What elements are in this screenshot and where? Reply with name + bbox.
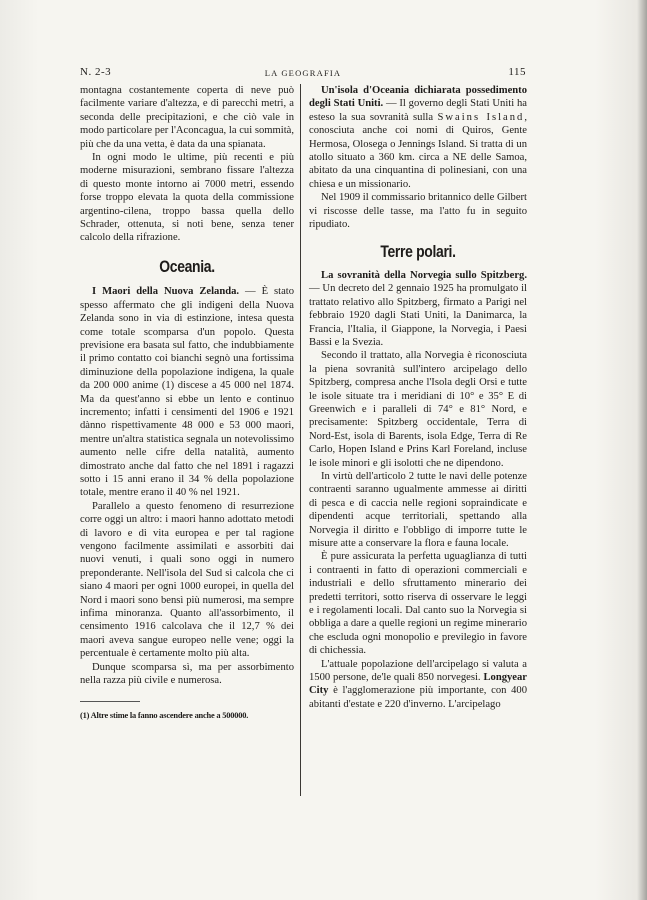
article-body-swains-b: , conosciuta anche coi nomi di Quiros, Gente Hermosa, Olosega o Jennings Island. Si tratta di un atollo situato a 360 km. circa a NE delle Samoa, abitato da una cinquantina di polinesiani, con una chiesa e un missionario. — [309, 111, 527, 190]
population-text-b: è l'agglomerazione più importante, con 400 abitanti d'estate e 220 d'inverno. L'arcipelago — [309, 685, 527, 710]
running-header — [80, 66, 526, 82]
left-column — [80, 84, 294, 721]
article-maori — [80, 285, 294, 500]
article-swains-island — [309, 84, 527, 191]
longyear-city: Longyear City — [309, 672, 528, 697]
paragraph-maori-3: Dunque scomparsa sì, ma per assorbimento nella razza più civile e numerosa. — [80, 661, 294, 687]
population-text-a: L'attuale popolazione dell'arcipelago si valuta a 1500 persone, de'le quali 850 norvegesi. — [309, 658, 527, 684]
article-heading-swains: Un'isola d'Oceania dichiarata possedimento degli Stati Uniti. — [309, 85, 527, 110]
column-divider — [300, 84, 301, 796]
article-heading-spitzberg: La sovranità della Norvegia sullo Spitzberg. — [321, 269, 527, 281]
paragraph-population — [309, 658, 527, 712]
right-column — [309, 84, 527, 711]
paragraph-treaty: Secondo il trattato, alla Norvegia è riconosciuta la piena sovranità sull'intero arcipelago dello Spitzberg, compresa anche l'Isola degli Orsi e tutte le isole situate tra i meridiani di 10° e 35° E di Greenwich e i paralleli di 74° e 81° Nord, e precisamente: Spitzberg occidentale, Terra di Nord-Est, isola di Barents, isola Edge, Terra di Re Carlo, Hopen Island e Prins Karl Foreland, incluse le isole minori e gli isolotti che ne dipendono. — [309, 350, 527, 469]
section-title-terre-polari: Terre polari. — [380, 242, 456, 262]
paragraph-aconcagua-1: montagna costantemente coperta di neve può facilmente variare d'altezza, e di parecchi metri, a seconda delle precipitazioni, e che ciò vale in modo particolare per l'Aconcagua, la cui sommità, più che da una vetta, è data da una spianata. — [80, 85, 294, 150]
article-heading-maori: I Maori della Nuova Zelanda. — [92, 286, 240, 298]
journal-title: LA GEOGRAFIA — [264, 68, 342, 78]
section-title-oceania: Oceania. — [159, 256, 215, 276]
page-number: 115 — [508, 66, 526, 78]
article-body-swains-a: — Il governo degli Stati Uniti ha esteso la sua sovranità sulla — [309, 98, 527, 123]
article-spitzberg — [309, 269, 527, 349]
issue-number: N. 2-3 — [80, 66, 112, 78]
paragraph-gilbert: Nel 1909 il commissario britannico delle Gilbert vi riscosse delle tasse, ma l'atto fu in seguito ripudiato. — [309, 192, 527, 231]
footnote-rule — [80, 701, 140, 702]
footnote: (1) Altre stime la fanno ascendere anche a 500000. — [80, 711, 249, 721]
paragraph-aconcagua-2: In ogni modo le ultime, più recenti e più moderne misurazioni, sembrano fissare l'altezza di questo monte intorno ai 7000 metri, essendo forse troppo elevata la quota della commissione argentino-cilena, troppo bassa quella dello Schrader, ottenuta, si noti bene, senza tener calcolo della rifrazione. — [80, 152, 294, 244]
article-body-maori: — È stato spesso affermato che gli indigeni della Nuova Zelanda sono in via di estinzione, intesa questa come totale scomparsa d'un popolo. Questa previsione era basata sul fatto, che indubbiamente il primo contatto coi bianchi segnò una fortissima diminuzione della popolazione indigena, la quale da 200 000 anime (1) discese a 45 000 nel 1874. Ma da quest'anno si ebbe un lento e continuo incremento; infatti i censimenti del 1906 e 1921 dànno rispettivamente 48 000 e 53 000 maori, mentre un'altra statistica segnala un notevolissimo aumento nelle cifre della natalità, aumento dimostrato anche dal fatto che nel 1891 i ragazzi sotto i 15 anni erano il 34 % della popolazione totale, mentre erano il 40 % nel 1921. — [80, 286, 295, 499]
paragraph-article-2: In virtù dell'articolo 2 tutte le navi delle potenze contraenti saranno ugualmente ammesse ai diritti di pesca e di caccia nelle regioni sopraindicate e dipendenti acque territoriali, spettando alla Norvegia il diritto e l'obbligo di imporre tutte le misure atte a conservare la flora e fauna locale. — [309, 470, 527, 549]
swains-island-name: Swains Island — [437, 111, 525, 123]
paragraph-equality: È pure assicurata la perfetta uguaglianza di tutti i contraenti in fatto di operazioni commerciali e industriali e dello sfruttamento minerario dei predetti territori, sotto riserva di osservare le leggi e i regolamenti locali. Dal canto suo la Norvegia si obbliga a dare a quelle regioni un regime minerario che escluda ogni monopolio e previlegio in favore di chichessia. — [309, 551, 527, 657]
page-edge-shadow — [637, 0, 647, 900]
article-body-spitzberg: — Un decreto del 2 gennaio 1925 ha promulgato il trattato relativo allo Spitzberg, firmato a Parigi nel febbraio 1920 dagli Stati Uniti, la Danimarca, la Francia, l'Italia, il Giappone, la Norvegia, i Paesi Bassi e la Svezia. — [309, 283, 527, 348]
paragraph-maori-2: Parallelo a questo fenomeno di resurrezione corre oggi un altro: i maori hanno adottato metodi di lavoro e di vita europea e per tal ragione vengono facilmente assimilati e assorbiti dai nuovi venuti, i quali sono oggi in numero preponderante. Nell'isola del Sud si calcola che ci siano 4 maori per ogni 1000 europei, in quella del Nord i maori sono bensì più numerosi, ma sempre infima minoranza. Quanto all'assorbimento, il censimento 1916 calcolava che il 12,7 % dei maori aveva sangue europeo nelle vene; oggi la percentuale è certamente molto più alta. — [80, 500, 294, 660]
